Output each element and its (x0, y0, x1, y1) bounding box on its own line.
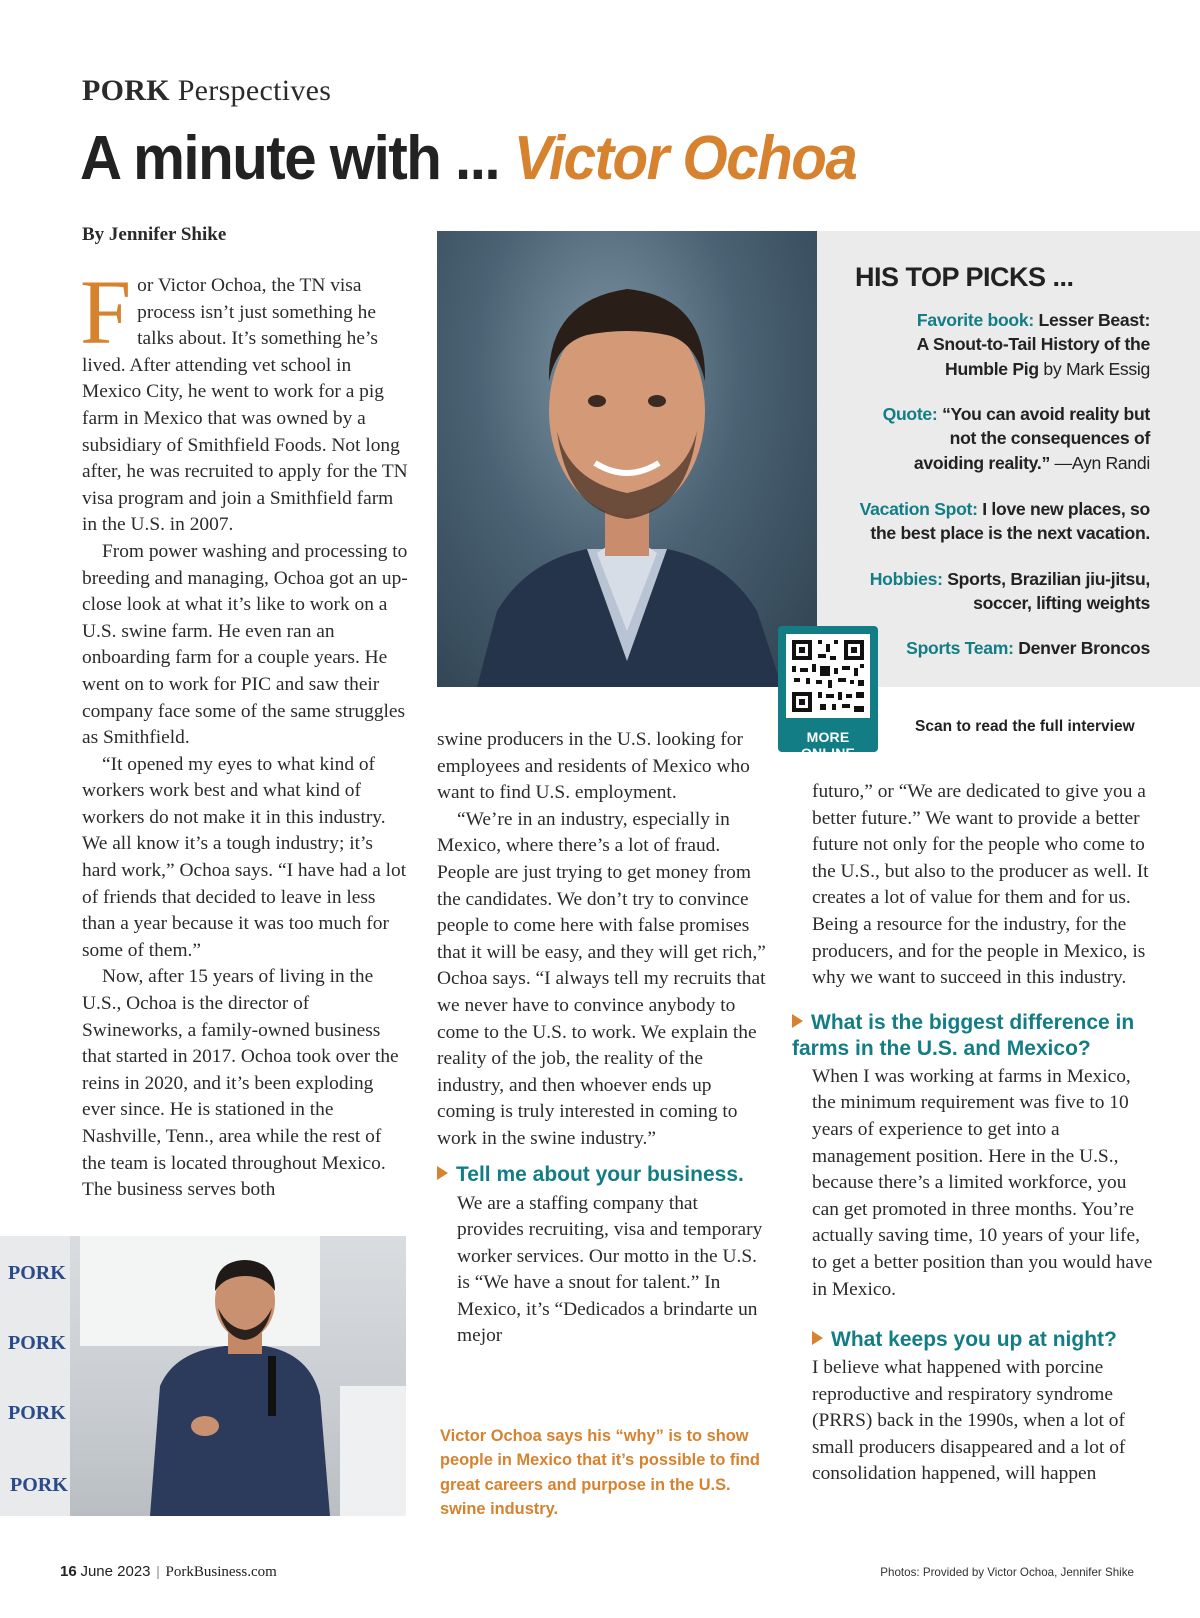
drop-cap: F (80, 261, 132, 363)
arrow-right-icon (437, 1166, 448, 1180)
scan-instruction: Scan to read the full interview (915, 718, 1135, 735)
more-online-label: MORE ONLINE (800, 729, 856, 761)
pick-sports-team: Sports Team: Denver Broncos (906, 638, 1150, 658)
qr-code-icon (786, 634, 870, 718)
issue-date: June 2023 (80, 1563, 151, 1580)
article-column-3: futuro,” or “We are dedicated to give you a better future.” We want to provide a better future not only for the people who come to the U.S., but also to the producer as well. It creates a lot of value for them and for us. Being a resource for the industry, for the producers, and for the people in Mexico, is why we want to succeed in this industry. What is the biggest difference in farms in the U.S. and Mexico? When I was working at farms in Mexico, the minimum requirement was five to 10 years of experience to get into a management position. Here in the U.S., because there’s a limited workforce, you can get promoted in three months. You’re actually saving time, 10 years of your life, to get a better position than you would have in Mexico. What keeps you up at night? I believe what happened with porcine reproductive and respiratory syndrome (PRRS) back in the 1990s, when a lot of small producers disappeared and a lot of consolidation happened, will happen (792, 781, 1153, 1485)
section-kicker: PORK Perspectives (82, 74, 332, 107)
article-column-1: For Victor Ochoa, the TN visa process isn’t just something he talks about. It’s something he’s lived. After attending vet school in Mexico City, he went to work for a pig farm in Mexico that was owned by a subsidiary of Smithfield Foods. Not long after, he was recruited to apply for the TN visa program and join a Smithfield farm in the U.S. in 2007. From power washing and processing to breeding and managing, Ochoa got an up-close look at what it’s like to work on a U.S. swine farm. He even ran an onboarding farm for a couple years. He went on to work for PIC and saw their company face some of the same struggles as Smithfield. “It opened my eyes to what kind of workers work best and what kind of workers do not make it in this industry. We all know it’s a tough industry; it’s hard work,” Ochoa says. “I have had a lot of friends that decided to leave in less than a year because it was too much for some of them.” Now, after 15 years of living in the U.S., Ochoa is the director of Swineworks, a family-owned business that started in 2017. Ochoa took over the reins in 2020, and it’s been exploding ever since. He is stationed in the Nashville, Tenn., area while the rest of the team is located throughout Mexico. The business serves both (80, 261, 408, 1201)
byline: By Jennifer Shike (82, 224, 227, 245)
pick-vacation-spot: Vacation Spot: I love new places, so the best place is the next vacation. (859, 499, 1150, 544)
page-title: A minute with ... Victor Ochoa (80, 124, 857, 193)
pork-logo: PORK (8, 1402, 66, 1424)
arrow-right-icon (792, 1014, 803, 1028)
portrait-illustration (437, 231, 817, 687)
pork-logo: PORK (8, 1332, 66, 1354)
pick-favorite-book: Favorite book: Lesser Beast: A Snout-to-Tail History of the Humble Pig by Mark Essig (916, 310, 1150, 379)
article-column-2: swine producers in the U.S. looking for employees and residents of Mexico who want to find U.S. employment. “We’re in an industry, especially in Mexico, where there’s a lot of fraud. People are just trying to get money from the candidates. We don’t try to convince people to come here with false promises that it will be easy, and they will get rich,” Ochoa says. “I always tell my recruits that we never have to convince anybody to come to the U.S. to work. We explain the reality of the job, the reality of the industry, and then whoever ends up coming is truly interested in coming to work in the swine industry.” Tell me about your business. We are a staffing company that provides recruiting, visa and temporary worker services. Our motto in the U.S. is “We have a snout for talent.” In Mexico, it’s “Dedicados a brindarte un mejor (437, 729, 766, 1347)
qr-code[interactable] (786, 634, 870, 718)
page-footer: 16 June 2023 | PorkBusiness.com (60, 1563, 277, 1580)
top-picks-title: HIS TOP PICKS ... (855, 262, 1074, 292)
question-heading-differences: What is the biggest difference in farms in the U.S. and Mexico? (792, 1010, 1135, 1060)
pork-logo: PORK (8, 1262, 66, 1284)
site-name: PorkBusiness.com (165, 1564, 277, 1580)
photo-caption: Victor Ochoa says his “why” is to show people in Mexico that it’s possible to find great careers and purpose in the U.S. swine industry. (440, 1427, 760, 1518)
photo-credits: Photos: Provided by Victor Ochoa, Jennifer Shike (880, 1566, 1134, 1579)
arrow-right-icon (812, 1331, 823, 1345)
event-photo (0, 1236, 406, 1516)
portrait-photo (437, 231, 817, 687)
question-heading-business: Tell me about your business. (437, 1162, 767, 1188)
pick-quote: Quote: “You can avoid reality but not the consequences of avoiding reality.” —Ayn Randi (882, 404, 1150, 473)
page-number: 16 (60, 1563, 77, 1580)
question-heading-night: What keeps you up at night? (812, 1327, 1154, 1353)
pick-hobbies: Hobbies: Sports, Brazilian jiu-jitsu, soccer, lifting weights (869, 569, 1150, 614)
pork-logo: PORK (10, 1474, 68, 1496)
